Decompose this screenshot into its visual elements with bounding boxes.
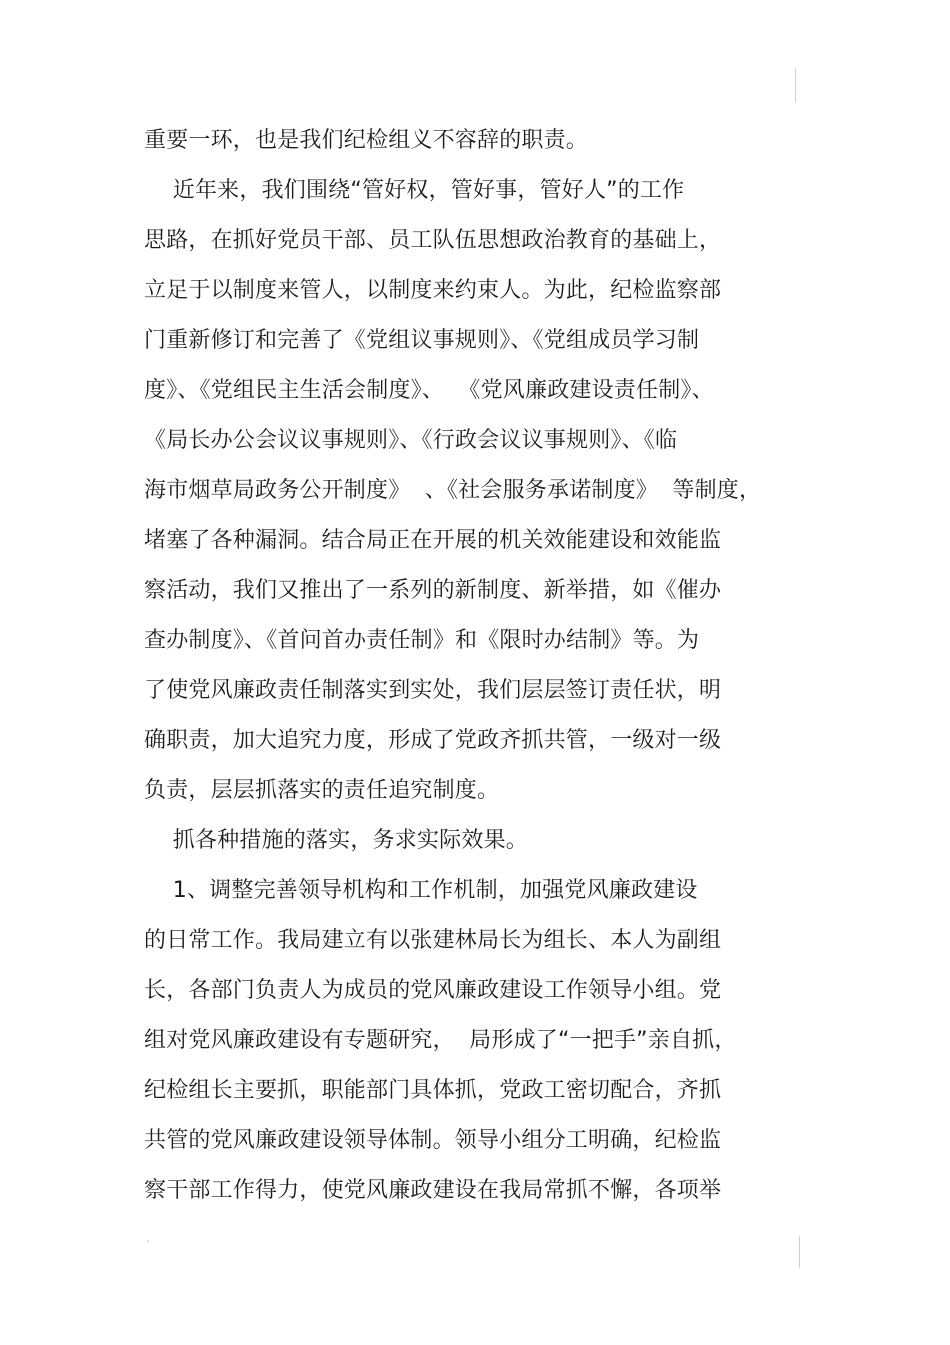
text-line: 查办制度》、《首问首办责任制》和《限时办结制》等。为 bbox=[144, 628, 700, 653]
text-line: 海市烟草局政务公开制度》 、《社会服务承诺制度》 等制度， bbox=[144, 478, 762, 503]
text-line: 纪检组长主要抓，职能部门具体抓，党政工密切配合，齐抓 bbox=[144, 1078, 722, 1103]
text-line: 立足于以制度来管人，以制度来约束人。为此，纪检监察部 bbox=[144, 278, 722, 303]
text-line: 确职责，加大追究力度，形成了党政齐抓共管，一级对一级 bbox=[144, 728, 722, 753]
text-line: 共管的党风廉政建设领导体制。领导小组分工明确，纪检监 bbox=[144, 1128, 722, 1153]
text-line: 思路，在抓好党员干部、员工队伍思想政治教育的基础上， bbox=[144, 228, 722, 253]
text-line: 近年来，我们围绕“管好权，管好事，管好人”的工作 bbox=[144, 178, 685, 203]
text-line: 《局长办公会议议事规则》、《行政会议议事规则》、《临 bbox=[144, 428, 678, 453]
text-line: 门重新修订和完善了《党组议事规则》、《党组成员学习制 bbox=[144, 328, 700, 353]
page-edge-mark-top bbox=[795, 68, 796, 102]
text-line: 组对党风廉政建设有专题研究， 局形成了“一把手”亲自抓， bbox=[144, 1028, 737, 1053]
text-line: 察活动，我们又推出了一系列的新制度、新举措，如《催办 bbox=[144, 578, 722, 603]
text-line: 了使党风廉政责任制落实到实处，我们层层签订责任状，明 bbox=[144, 678, 722, 703]
text-line: 堵塞了各种漏洞。结合局正在开展的机关效能建设和效能监 bbox=[144, 528, 722, 553]
text-line: 负责，层层抓落实的责任追究制度。 bbox=[144, 778, 500, 803]
text-line: 长，各部门负责人为成员的党风廉政建设工作领导小组。党 bbox=[144, 978, 722, 1003]
text-line: 察干部工作得力，使党风廉政建设在我局常抓不懈，各项举 bbox=[144, 1178, 722, 1203]
text-line: 的日常工作。我局建立有以张建林局长为组长、本人为副组 bbox=[144, 928, 722, 953]
page-edge-mark-bottom bbox=[799, 1236, 800, 1268]
scan-speck bbox=[147, 1240, 149, 1242]
text-line: 1、调整完善领导机构和工作机制，加强党风廉政建设 bbox=[144, 878, 698, 903]
text-line: 抓各种措施的落实，务求实际效果。 bbox=[144, 828, 528, 853]
text-line: 度》、《党组民主生活会制度》、 《党风廉政建设责任制》、 bbox=[144, 378, 714, 403]
text-line: 重要一环，也是我们纪检组义不容辞的职责。 bbox=[144, 128, 589, 153]
